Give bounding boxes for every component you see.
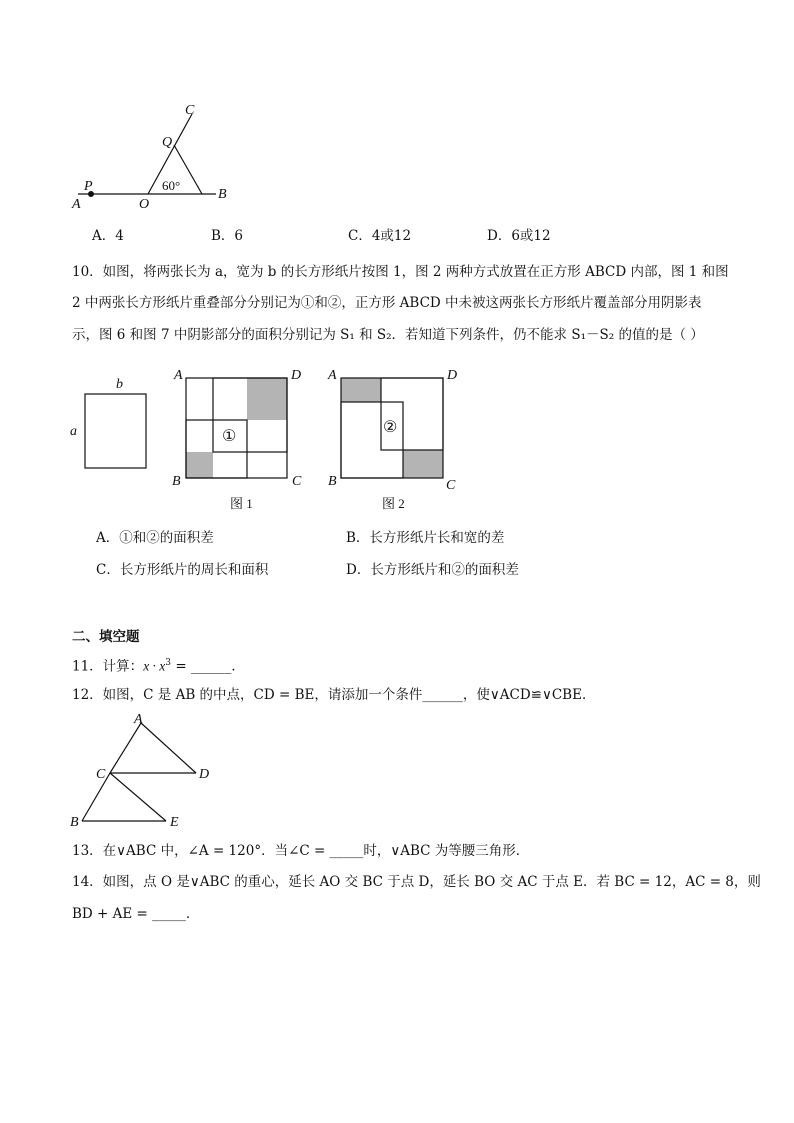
- q13-text: 13．在∨ABC 中，∠A = 120°．当∠C = _____时，∨ABC 为等腰三角形．: [72, 843, 530, 859]
- q14-text-line2: BD + AE = _____．: [72, 906, 200, 922]
- fig2-label-D: D: [447, 368, 458, 383]
- label-Q: Q: [162, 135, 173, 150]
- q10-text-line2: 2 中两张长方形纸片重叠部分分别记为①和②，正方形 ABCD 中未被这两张长方形纸片覆盖部分用阴影表: [72, 295, 702, 311]
- figure-2: [326, 364, 466, 514]
- q9-option-d: D．6或12: [487, 228, 551, 244]
- q10-text-line3: 示，图 6 和图 7 中阴影部分的面积分别记为 S₁ 和 S₂．若知道下列条件，仍不能求 S₁－S₂ 的值的是（ ）: [72, 327, 704, 343]
- q14-text-line1: 14．如图，点 O 是∨ABC 的重心，延长 AO 交 BC 于点 D，延长 BO 交 AC 于点 E．若 BC = 12，AC = 8，则: [72, 874, 761, 890]
- rect-label-a: a: [70, 424, 77, 439]
- q11-text: [72, 653, 245, 677]
- rect-label-b: b: [116, 377, 123, 392]
- tri-label-E: E: [170, 815, 179, 830]
- fig2-label-B: B: [328, 474, 337, 489]
- fig2-caption: 图 2: [382, 496, 405, 511]
- label-P: P: [84, 179, 93, 194]
- q10-option-a: A．①和②的面积差: [96, 530, 214, 546]
- tri-label-B: B: [70, 815, 79, 830]
- tri-label-A: A: [134, 712, 143, 727]
- angle-label: 60°: [162, 178, 181, 193]
- section-heading: 二、填空题: [72, 629, 140, 645]
- q12-text: 12．如图，C 是 AB 的中点，CD = BE，请添加一个条件______，使∨ACD≌∨CBE．: [72, 687, 596, 703]
- q11-sup: 3: [165, 658, 172, 668]
- fig1-label-A: A: [174, 368, 183, 383]
- q10-option-d: D．长方形纸片和②的面积差: [346, 562, 519, 578]
- tri-label-D: D: [199, 767, 210, 782]
- q10-text-line1: 10．如图，将两张长为 a，宽为 b 的长方形纸片按图 1，图 2 两种方式放置在正方形 ABCD 内部，图 1 和图: [72, 264, 729, 280]
- fig2-label-A: A: [328, 368, 337, 383]
- fig1-label-B: B: [172, 474, 181, 489]
- fig1-label-C: C: [292, 474, 302, 489]
- fig1-caption: 图 1: [230, 496, 253, 511]
- q9-option-c: C．4或12: [348, 228, 412, 244]
- q9-option-a: A．4: [92, 228, 124, 244]
- fig1-region-1: ①: [222, 428, 237, 445]
- triangle-figure: [66, 708, 226, 832]
- label-O: O: [139, 197, 150, 212]
- q11-prefix: 11．计算：: [72, 658, 144, 675]
- fig1-label-D: D: [291, 368, 302, 383]
- fig2-label-C: C: [446, 478, 456, 493]
- q9-option-b: B．6: [211, 228, 244, 244]
- rectangle-figure: [60, 372, 160, 472]
- q10-option-b: B．长方形纸片长和宽的差: [346, 530, 505, 546]
- label-B: B: [218, 187, 227, 202]
- figure-1: [168, 364, 308, 514]
- q11-suffix: = ______．: [171, 658, 245, 675]
- q11-expr: x · x: [143, 658, 166, 674]
- tri-label-C: C: [96, 767, 106, 782]
- fig2-region-2: ②: [383, 419, 398, 436]
- q10-option-c: C．长方形纸片的周长和面积: [96, 562, 269, 578]
- label-A: A: [72, 197, 81, 212]
- angle-figure: [70, 98, 240, 213]
- label-C: C: [185, 103, 195, 118]
